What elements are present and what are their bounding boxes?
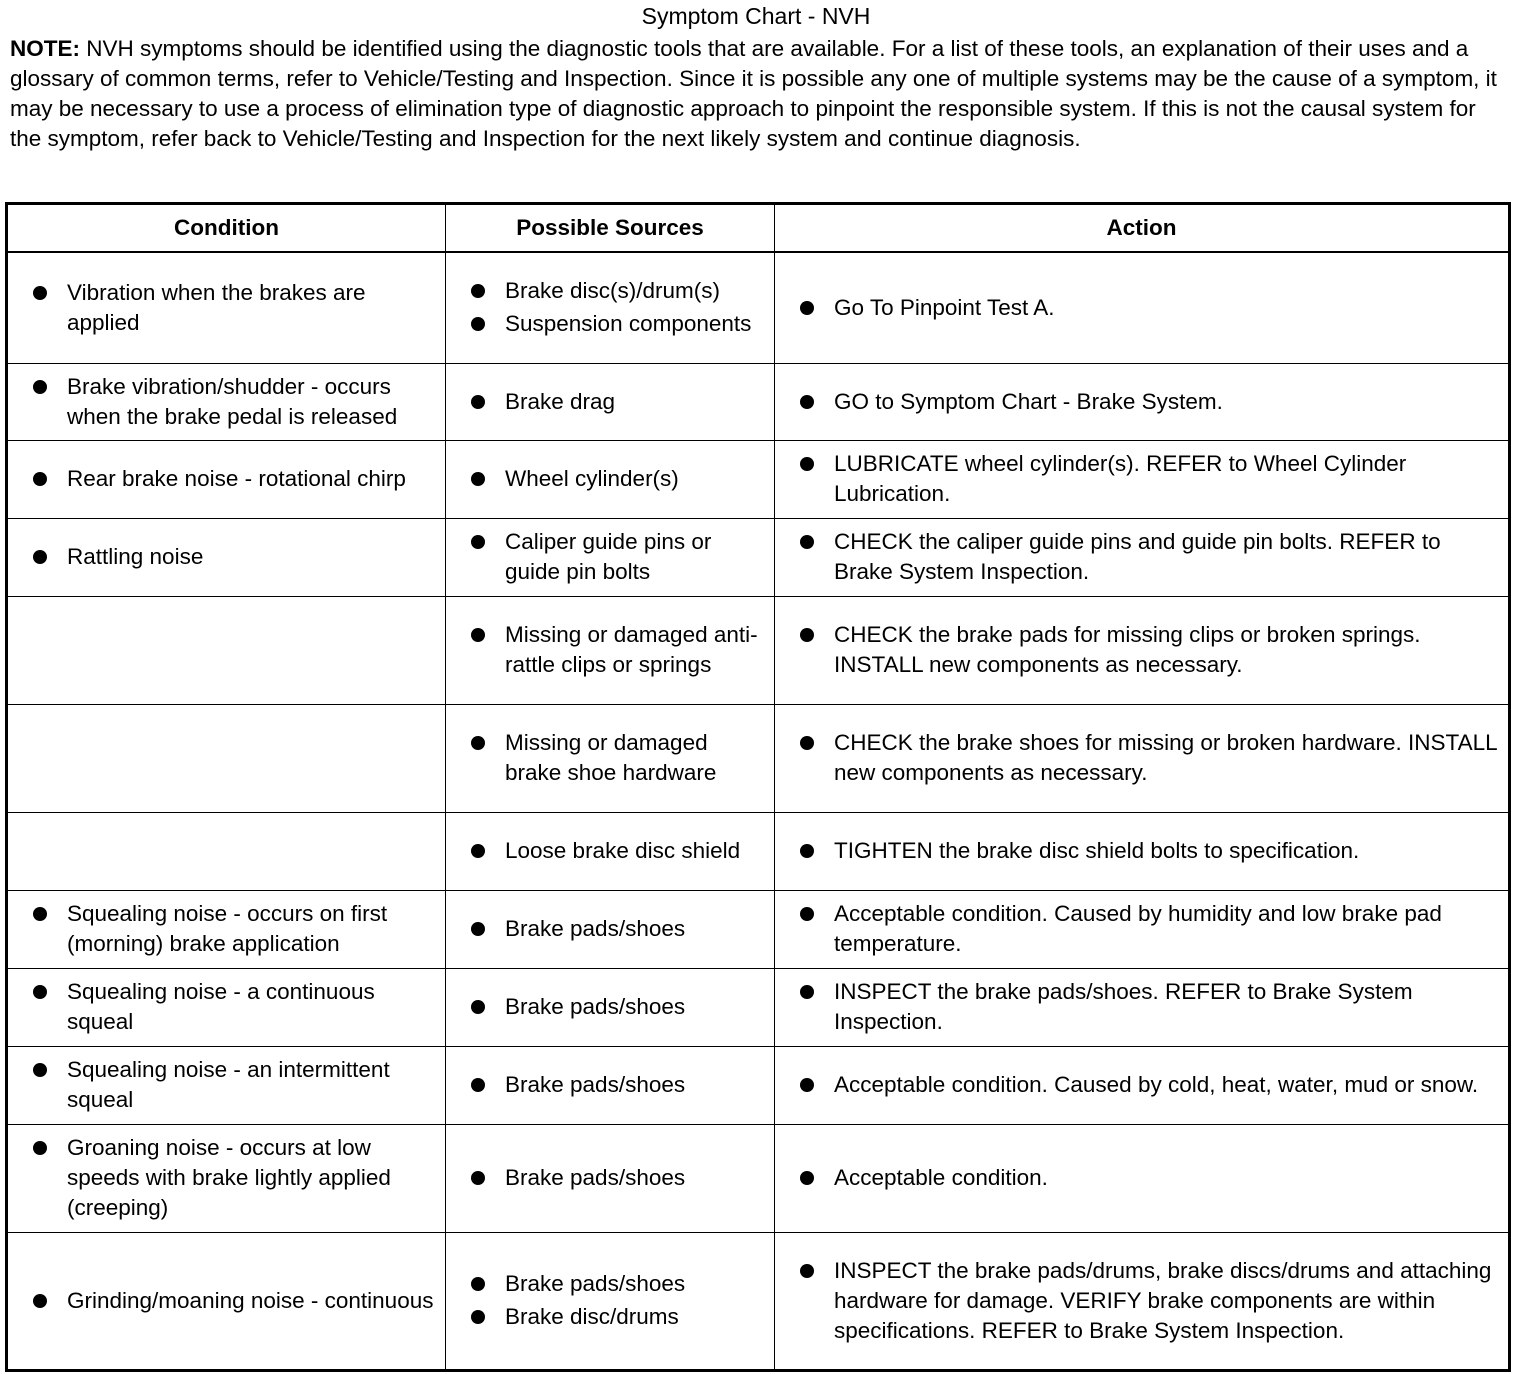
bullet-icon [800, 1078, 814, 1092]
action-cell [775, 440, 1510, 518]
item-text: Rattling noise [67, 544, 204, 569]
condition-cell [7, 1046, 446, 1124]
table-row [7, 1046, 1510, 1124]
list-item [446, 728, 766, 788]
sources-cell [446, 440, 775, 518]
list-item [446, 1302, 766, 1332]
bullet-icon [800, 736, 814, 750]
symptom-table [5, 202, 1511, 1372]
action-cell [775, 1232, 1510, 1370]
condition-cell [7, 363, 446, 440]
item-text: Wheel cylinder(s) [505, 466, 679, 491]
list-item [775, 449, 1500, 509]
table-row [7, 968, 1510, 1046]
bullet-list [775, 293, 1500, 323]
bullet-icon [800, 1171, 814, 1185]
item-text: Brake pads/shoes [505, 994, 686, 1019]
list-item [775, 620, 1500, 680]
list-item [775, 836, 1500, 866]
bullet-list [775, 1163, 1500, 1193]
sources-cell [446, 518, 775, 596]
action-cell [775, 596, 1510, 704]
bullet-icon [471, 284, 485, 298]
sources-cell [446, 363, 775, 440]
sources-cell [446, 1124, 775, 1232]
bullet-icon [471, 1078, 485, 1092]
item-text: Squealing noise - a continuous squeal [67, 979, 375, 1034]
list-item [8, 542, 437, 572]
bullet-icon [800, 628, 814, 642]
bullet-list [8, 464, 437, 494]
action-cell [775, 1046, 1510, 1124]
sources-cell [446, 596, 775, 704]
action-cell [775, 252, 1510, 363]
bullet-list [8, 542, 437, 572]
bullet-icon [800, 985, 814, 999]
header-condition: Condition [7, 204, 446, 253]
bullet-icon [33, 550, 47, 564]
bullet-list [8, 278, 437, 338]
item-text: Grinding/moaning noise - continuous [67, 1287, 434, 1313]
list-item [775, 387, 1500, 417]
list-item [8, 977, 437, 1037]
list-item [775, 527, 1500, 587]
list-item [446, 620, 766, 680]
item-text: Missing or damaged brake shoe hardware [505, 730, 717, 785]
item-text: Go To Pinpoint Test A. [834, 294, 1055, 320]
bullet-list [775, 1256, 1500, 1346]
item-text: INSPECT the brake pads/shoes. REFER to Brake System Inspection. [834, 979, 1413, 1034]
bullet-list [8, 977, 437, 1037]
sources-cell [446, 812, 775, 890]
bullet-list [775, 977, 1500, 1037]
bullet-list [8, 899, 437, 959]
table-row [7, 704, 1510, 812]
bullet-icon [800, 301, 814, 315]
table-row [7, 1124, 1510, 1232]
condition-cell [7, 252, 446, 363]
list-item [8, 1055, 437, 1115]
item-text: Acceptable condition. [834, 1165, 1048, 1190]
sources-cell [446, 968, 775, 1046]
bullet-icon [471, 736, 485, 750]
bullet-icon [33, 1063, 47, 1077]
action-cell [775, 890, 1510, 968]
item-text: Brake pads/shoes [505, 1165, 686, 1190]
item-text: Acceptable condition. Caused by humidity and low brake pad temperature. [834, 901, 1442, 956]
table-row [7, 252, 1510, 363]
list-item [8, 1133, 437, 1223]
bullet-icon [33, 380, 47, 394]
item-text: Brake disc/drums [505, 1304, 679, 1329]
item-text: Brake vibration/shudder - occurs when the brake pedal is released [67, 373, 398, 429]
bullet-icon [471, 535, 485, 549]
table-row [7, 518, 1510, 596]
action-cell [775, 812, 1510, 890]
bullet-icon [471, 1277, 485, 1291]
note-text: NVH symptoms should be identified using the diagnostic tools that are available. For a list of these tools, an explanation of their uses and a glossary of common terms, refer to Vehicle/Testing and Inspection. Since it is possible any one of multiple systems may be the cause of a symptom, it may be necessary to use a process of elimination type of diagnostic approach to pinpoint the responsible system. If this is not the causal system for the symptom, refer back to Vehicle/Testing and Inspection for the next likely system and continue diagnosis. [10, 36, 1497, 151]
bullet-icon [471, 1171, 485, 1185]
list-item [775, 1163, 1500, 1193]
bullet-list [446, 464, 766, 494]
item-text: Brake pads/shoes [505, 916, 686, 941]
bullet-list [446, 836, 766, 866]
item-text: Groaning noise - occurs at low speeds with brake lightly applied (creeping) [67, 1135, 391, 1220]
list-item [446, 276, 766, 306]
list-item [446, 914, 766, 944]
list-item [775, 1256, 1500, 1346]
list-item [446, 1070, 766, 1100]
sources-cell [446, 1232, 775, 1370]
bullet-list [446, 992, 766, 1022]
table-row [7, 596, 1510, 704]
item-text: Brake disc(s)/drum(s) [505, 278, 721, 304]
action-cell [775, 704, 1510, 812]
action-cell [775, 518, 1510, 596]
bullet-list [775, 899, 1500, 959]
bullet-icon [800, 457, 814, 471]
list-item [775, 977, 1500, 1037]
bullet-icon [471, 472, 485, 486]
table-row [7, 363, 1510, 440]
item-text: LUBRICATE wheel cylinder(s). REFER to Wheel Cylinder Lubrication. [834, 451, 1407, 506]
item-text: INSPECT the brake pads/drums, brake discs/drums and attaching hardware for damage. VERIFY brake components are within specifications. REFER to Brake System Inspection. [834, 1257, 1492, 1343]
item-text: Caliper guide pins or guide pin bolts [505, 529, 712, 584]
note-label: NOTE: [10, 36, 80, 61]
bullet-list [775, 1070, 1500, 1100]
condition-cell [7, 704, 446, 812]
bullet-list [8, 1286, 437, 1316]
bullet-list [446, 728, 766, 788]
bullet-list [775, 836, 1500, 866]
condition-cell [7, 1124, 446, 1232]
item-text: CHECK the brake pads for missing clips or broken springs. INSTALL new components as necessary. [834, 622, 1421, 677]
item-text: Squealing noise - an intermittent squeal [67, 1057, 390, 1112]
list-item [446, 992, 766, 1022]
list-item [446, 1269, 766, 1299]
item-text: Squealing noise - occurs on first (morning) brake application [67, 901, 388, 956]
bullet-list [775, 449, 1500, 509]
bullet-icon [471, 317, 485, 331]
bullet-icon [471, 1310, 485, 1324]
condition-cell [7, 440, 446, 518]
item-text: Loose brake disc shield [505, 838, 741, 863]
bullet-list [775, 620, 1500, 680]
sources-cell [446, 1046, 775, 1124]
bullet-icon [800, 907, 814, 921]
list-item [8, 278, 437, 338]
list-item [775, 728, 1500, 788]
action-cell [775, 1124, 1510, 1232]
item-text: Missing or damaged anti-rattle clips or springs [505, 622, 758, 677]
item-text: Rear brake noise - rotational chirp [67, 466, 406, 491]
bullet-list [775, 527, 1500, 587]
sources-cell [446, 890, 775, 968]
item-text: TIGHTEN the brake disc shield bolts to specification. [834, 838, 1360, 863]
bullet-list [8, 372, 437, 432]
condition-cell [7, 890, 446, 968]
list-item [8, 372, 437, 432]
bullet-list [446, 387, 766, 417]
bullet-list [446, 1269, 766, 1332]
bullet-list [446, 914, 766, 944]
bullet-icon [800, 1264, 814, 1278]
header-action: Action [775, 204, 1510, 253]
bullet-list [446, 1070, 766, 1100]
list-item [446, 464, 766, 494]
bullet-list [8, 1133, 437, 1223]
bullet-list [8, 1055, 437, 1115]
condition-cell [7, 812, 446, 890]
bullet-icon [471, 844, 485, 858]
condition-cell [7, 596, 446, 704]
table-row [7, 890, 1510, 968]
table-row [7, 1232, 1510, 1370]
item-text: Brake pads/shoes [505, 1271, 686, 1296]
list-item [446, 387, 766, 417]
bullet-icon [800, 395, 814, 409]
item-text: Vibration when the brakes are applied [67, 279, 366, 335]
item-text: Brake pads/shoes [505, 1072, 686, 1097]
bullet-icon [33, 286, 47, 300]
list-item [775, 1070, 1500, 1100]
bullet-list [446, 1163, 766, 1193]
list-item [8, 1286, 437, 1316]
bullet-icon [33, 907, 47, 921]
list-item [8, 899, 437, 959]
header-possible-sources: Possible Sources [446, 204, 775, 253]
item-text: GO to Symptom Chart - Brake System. [834, 388, 1223, 414]
bullet-icon [471, 395, 485, 409]
bullet-list [446, 620, 766, 680]
item-text: Brake drag [505, 388, 616, 414]
bullet-icon [800, 535, 814, 549]
table-row [7, 440, 1510, 518]
list-item [775, 899, 1500, 959]
bullet-icon [33, 1141, 47, 1155]
sources-cell [446, 252, 775, 363]
bullet-icon [800, 844, 814, 858]
bullet-icon [33, 472, 47, 486]
list-item [775, 293, 1500, 323]
list-item [446, 836, 766, 866]
bullet-icon [471, 628, 485, 642]
bullet-list [775, 728, 1500, 788]
item-text: CHECK the brake shoes for missing or broken hardware. INSTALL new components as necessary. [834, 730, 1497, 785]
condition-cell [7, 518, 446, 596]
condition-cell [7, 1232, 446, 1370]
bullet-icon [33, 1294, 47, 1308]
page-title: Symptom Chart - NVH [641, 3, 871, 29]
item-text: Acceptable condition. Caused by cold, heat, water, mud or snow. [834, 1072, 1479, 1097]
bullet-list [446, 276, 766, 339]
bullet-icon [471, 1000, 485, 1014]
list-item [446, 1163, 766, 1193]
list-item [8, 464, 437, 494]
table-row [7, 812, 1510, 890]
bullet-icon [471, 922, 485, 936]
list-item [446, 309, 766, 339]
bullet-list [775, 387, 1500, 417]
note-paragraph [10, 34, 1510, 154]
list-item [446, 527, 766, 587]
table-header-row [7, 204, 1510, 253]
item-text: Suspension components [505, 311, 752, 337]
bullet-icon [33, 985, 47, 999]
bullet-list [446, 527, 766, 587]
sources-cell [446, 704, 775, 812]
action-cell [775, 363, 1510, 440]
action-cell [775, 968, 1510, 1046]
item-text: CHECK the caliper guide pins and guide pin bolts. REFER to Brake System Inspection. [834, 529, 1441, 584]
condition-cell [7, 968, 446, 1046]
